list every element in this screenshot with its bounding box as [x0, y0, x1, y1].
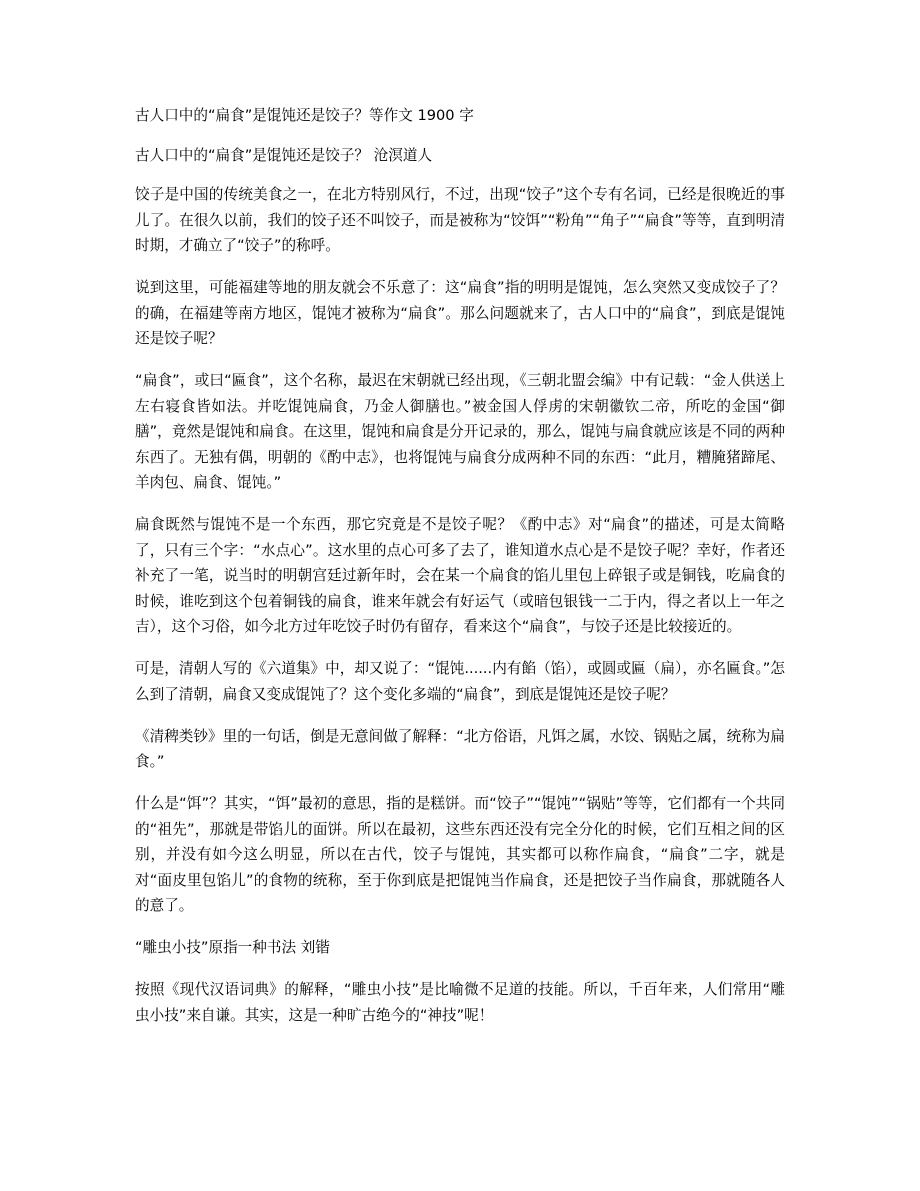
document-title: 古人口中的“扁食”是馄饨还是饺子？等作文 1900 字 — [135, 107, 474, 124]
paragraph: “扁食”，或曰“匾食”，这个名称，最迟在宋朝就已经出现，《三朝北盟会编》中有记载：“金人供送上左右寝食皆如法。并吃馄饨扁食，乃金人御膳也。”被金国人俘虏的宋朝徽钦二帝，所吃的金国“御膳”，竟然是馄饨和扁食。在这里，馄饨和扁食是分开记录的，那么，馄饨与扁食就应该是不同的两种东西了。无独有偶，明朝的《酌中志》，也将馄饨与扁食分成两种不同的东西：“此月，糟腌猪蹄尾、羊肉包、扁食、馄饨。” — [135, 372, 785, 491]
paragraph: 可是，清朝人写的《六道集》中，却又说了：“馄饨......内有餡（馅），或圆或匾（扁），亦名匾食。”怎么到了清朝，扁食又变成馄饨了？这个变化多端的“扁食”，到底是馄饨还是饺子呢？ — [135, 660, 785, 703]
paragraph: 说到这里，可能福建等地的朋友就会不乐意了：这“扁食”指的明明是馄饨，怎么突然又变成饺子了？的确，在福建等南方地区，馄饨才被称为“扁食”。那么问题就来了，古人口中的“扁食”，到底是馄饨还是饺子呢？ — [135, 279, 785, 347]
paragraph: 饺子是中国的传统美食之一，在北方特别风行，不过，出现“饺子”这个专有名词，已经是很晚近的事儿了。在很久以前，我们的饺子还不叫饺子，而是被称为“饺饵”“粉角”“角子”“扁食”等等，直到明清时期，才确立了“饺子”的称呼。 — [135, 186, 785, 254]
paragraph: 扁食既然与馄饨不是一个东西，那它究竟是不是饺子呢？《酌中志》对“扁食”的描述，可是太简略了，只有三个字：“水点心”。这水里的点心可多了去了，谁知道水点心是不是饺子呢？幸好，作者还补充了一笔，说当时的明朝宫廷过新年时，会在某一个扁食的馅儿里包上碎银子或是铜钱，吃扁食的时候，谁吃到这个包着铜钱的扁食，谁来年就会有好运气（或暗包银钱一二于内，得之者以上一年之吉），这个习俗，如今北方过年吃饺子时仍有留存，看来这个“扁食”，与饺子还是比较接近的。 — [135, 516, 785, 635]
document-page — [135, 103, 785, 1045]
section-heading: “雕虫小技”原指一种书法 刘锴 — [135, 939, 330, 956]
document-subtitle: 古人口中的“扁食”是馄饨还是饺子？ 沧溟道人 — [135, 146, 433, 164]
paragraph: 《清稗类钞》里的一句话，倒是无意间做了解释：“北方俗语，凡饵之属，水饺、锅贴之属，统称为扁食。” — [135, 727, 785, 770]
paragraph: 什么是“饵”？其实，“饵”最初的意思，指的是糕饼。而“饺子”“馄饨”“锅贴”等等，它们都有一个共同的“祖先”，那就是带馅儿的面饼。所以在最初，这些东西还没有完全分化的时候，它们互相之间的区别，并没有如今这么明显，所以在古代，饺子与馄饨，其实都可以称作扁食，“扁食”二字，就是对“面皮里包馅儿”的食物的统称，至于你到底是把馄饨当作扁食，还是把饺子当作扁食，那就随各人的意了。 — [135, 795, 785, 914]
paragraph: 按照《现代汉语词典》的解释，“雕虫小技”是比喻微不足道的技能。所以，千百年来，人们常用“雕虫小技”来自谦。其实，这是一种旷古绝今的“神技”呢！ — [135, 981, 785, 1024]
